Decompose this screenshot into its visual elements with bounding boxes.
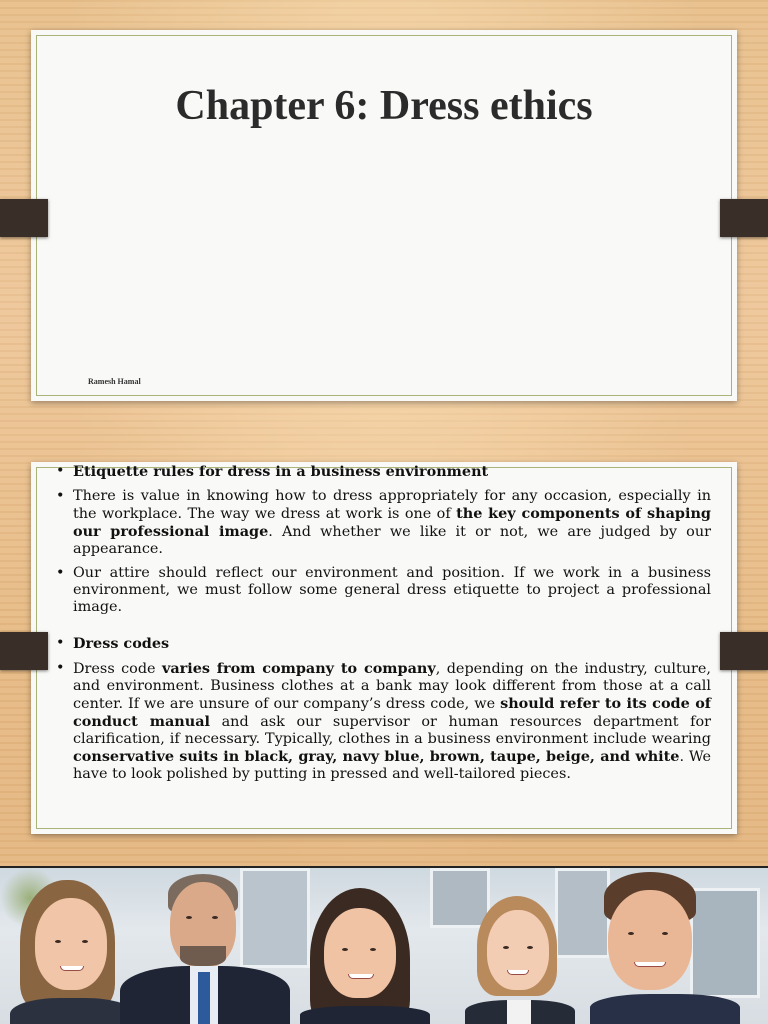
bold-text: should refer to its code of conduct manual xyxy=(73,695,711,730)
bold-text: varies from company to company xyxy=(161,660,436,677)
bullet-marker: • xyxy=(56,488,65,504)
body-text: Our attire should reflect our environment and position. If we work in a business environment, we must follow some general dress etiquette to project a professional image. xyxy=(73,565,711,615)
bullet-marker: • xyxy=(56,565,65,581)
bullet-marker: • xyxy=(56,660,65,676)
bullet-list xyxy=(53,463,711,783)
bullet-dress-codes-heading xyxy=(53,635,711,653)
bold-text: Etiquette rules for dress in a business environment xyxy=(73,463,489,480)
person-man-right xyxy=(590,872,740,1024)
business-people-photo xyxy=(0,866,768,1024)
body-text: , depending on the industry, culture, and environment. Business clothes at a bank may look different from those at a call center. If we are unsure of our company’s dress code, we xyxy=(73,661,711,712)
body-text: Dress code xyxy=(73,661,162,677)
bullet-marker: • xyxy=(56,463,65,479)
slide-content xyxy=(53,463,711,790)
title-slide xyxy=(31,30,737,401)
bullet-marker: • xyxy=(56,635,65,651)
body-text: . We have to look polished by putting in pressed and well-tailored pieces. xyxy=(73,749,711,782)
slide-tab-right xyxy=(720,632,768,670)
slide-tab-left xyxy=(0,632,48,670)
person-man-suit xyxy=(120,868,290,1024)
slide-title: Chapter 6: Dress ethics xyxy=(175,83,593,129)
person-woman-blonde xyxy=(465,896,575,1024)
bullet-attire-reflects xyxy=(53,565,711,616)
body-text: . And whether we like it or not, we are judged by our appearance. xyxy=(73,524,711,557)
bold-text: the key components of shaping our professional image xyxy=(73,505,711,540)
author-name: Ramesh Hamal xyxy=(88,377,141,386)
slide-tab-right xyxy=(720,199,768,237)
person-woman-center xyxy=(300,888,430,1024)
body-text: and ask our supervisor or human resources department for clarification, if necessary. Typically, clothes in a business environment include wearing xyxy=(73,714,711,747)
bold-text: conservative suits in black, gray, navy blue, brown, taupe, beige, and white xyxy=(73,748,680,765)
slide-tab-left xyxy=(0,199,48,237)
bullet-dress-code-varies xyxy=(53,660,711,783)
content-slide xyxy=(31,462,737,834)
body-text: There is value in knowing how to dress appropriately for any occasion, especially in the workplace. The way we dress at work is one of xyxy=(73,488,711,522)
bold-text: Dress codes xyxy=(73,635,170,652)
bullet-value-of-dressing xyxy=(53,488,711,558)
bullet-etiquette-heading xyxy=(53,463,711,481)
